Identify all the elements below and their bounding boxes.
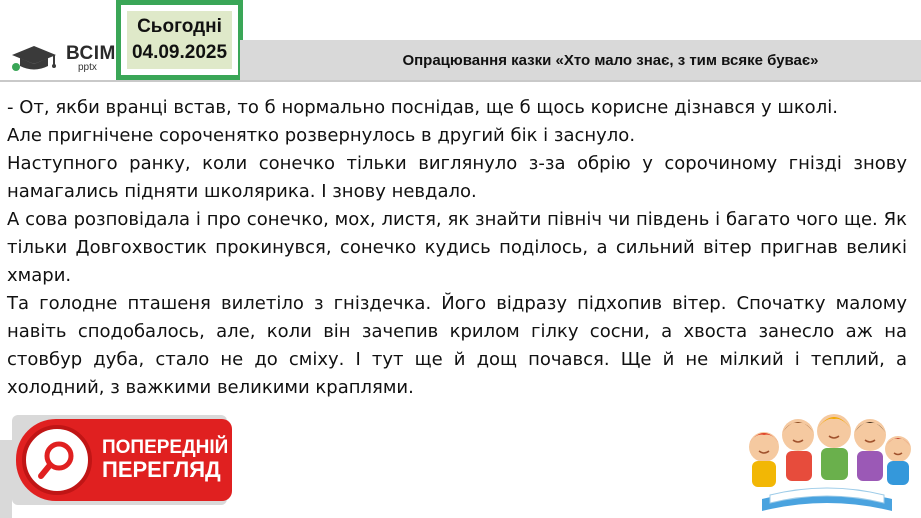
magnifier-icon: [22, 425, 92, 495]
date-value: 04.09.2025: [131, 42, 228, 63]
story-text: [7, 94, 907, 402]
slide-title: Опрацювання казки «Хто мало знає, з тим всяке буває»: [402, 51, 819, 69]
logo-subtitle: pptx: [78, 61, 97, 73]
slide-title-bar: [240, 40, 921, 80]
header-divider: [0, 80, 921, 82]
date-label: Сьогодні: [137, 16, 222, 37]
story-paragraph: - От, якби вранці встав, то б нормально поснідав, ще б щось корисне дізнався у школі.: [7, 97, 838, 118]
story-paragraph: Та голодне пташеня вилетіло з гніздечка. Його відразу підхопив вітер. Спочатку малому навіть сподобалось, але, коли він зачепив крилом гілку сосни, а хвоста занесло аж на стовбур дуба, стало не до сміху. І тут ще й дощ почався. Ще й не мілкий і теплий, а холодний, з важкими великими краплями.: [7, 293, 907, 398]
vsim-logo: [8, 38, 118, 78]
story-paragraph: Наступного ранку, коли сонечко тільки виглянуло з-за обрію у сорочиному гнізді знову намагались підняти школярика. І знову невдало.: [7, 153, 907, 202]
preview-badge[interactable]: [12, 415, 227, 505]
story-paragraph: Але пригнічене сороченятко розвернулось в другий бік і заснуло.: [7, 125, 636, 146]
side-edge-tab: [0, 440, 12, 518]
date-card: [116, 0, 243, 80]
children-reading-icon: [742, 395, 912, 515]
graduation-cap-icon: [8, 41, 64, 75]
preview-line-2: ПЕРЕГЛЯД: [102, 457, 221, 483]
preview-line-1: ПОПЕРЕДНІЙ: [102, 437, 229, 459]
logo-title: ВСІМ: [66, 42, 116, 64]
story-paragraph: А сова розповідала і про сонечко, мох, листя, як знайти північ чи південь і багато чого ще. Як тільки Довгохвостик прокинувся, сонечко кудись поділось, а сильний вітер пригнав великі хмари.: [7, 209, 907, 286]
